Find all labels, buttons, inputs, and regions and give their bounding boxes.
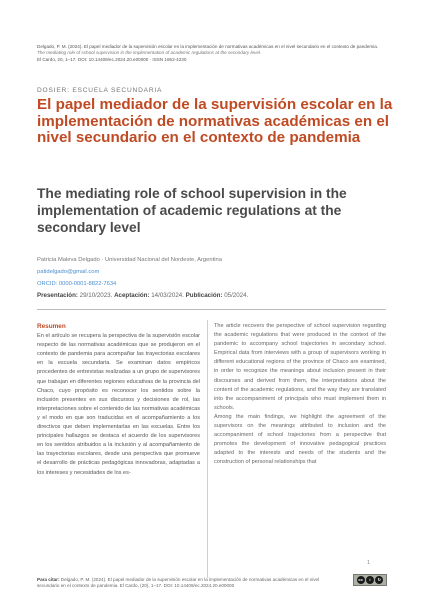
title-english: The mediating role of school supervision in the implementation of academic regulations at the secondary level <box>37 186 347 235</box>
aceptacion-date: 14/03/2024. <box>151 292 184 299</box>
cite-label: Para citar: <box>37 577 60 582</box>
aceptacion-label: Aceptación: <box>114 292 150 299</box>
cc-by-sa-icon[interactable] <box>353 574 387 586</box>
resumen-column <box>37 322 200 478</box>
publication-dates <box>37 292 248 299</box>
header-citation-es: Delgado, P. M. (2024). El papel mediador de la supervisión escolar en la implementación de normativas académicas en el nivel secundario en el contexto de pandemia. <box>37 44 379 49</box>
author-orcid-link[interactable]: ORCID: 0000-0001-8822-7634 <box>37 281 117 287</box>
abstract-column <box>214 322 386 468</box>
header-journal-info: El Cardo, 20, 1–17. DOI: 10.14409/ec.2024.20.e00000 · ISSN 1852-4230 <box>37 56 187 62</box>
running-header <box>37 44 389 63</box>
abstract-paragraph-1: The article recovers the perspective of school supervision regarding the academic regulations that were produced in the context of the pandemic to accompany school trajectories in secondary school. Empirical data from interviews with a group of supervisors working in different educational regions of the province of Chaco are examined, in order to recognize the meanings about inclusion present in their discourses and derived from them, the interpretations about the content of the academic regulations, and the way they are translated into the accompaniment of principals who must implement them in schools. <box>214 323 386 411</box>
section-label: DOSIER: ESCUELA SECUNDARIA <box>37 87 163 94</box>
author-block <box>37 254 367 290</box>
author-name-affiliation: Patricia Maleva Delgado · Universidad Nacional del Nordeste, Argentina <box>37 257 222 263</box>
resumen-heading: Resumen <box>37 323 66 330</box>
publicacion-label: Publicación: <box>185 292 223 299</box>
abstract-paragraph-2: Among the main findings, we highlight the agreement of the supervisors on the meanings attributed to inclusion and the accompaniment of school trajectories from a perspective that promotes the development of innovative pedagogical practices adapted to the interests and needs of the students and the construction of personal relationships that <box>214 413 386 466</box>
cc-icon: cc <box>358 577 363 582</box>
publicacion-date: 05/2024. <box>224 292 249 299</box>
column-divider <box>207 320 208 578</box>
resumen-text: En el artículo se recupera la perspectiva de la supervisión escolar respecto de las normativas académicas que se produjeron en el contexto de pandemia para acompañar las trayectorias escolares en la escuela secundaria. Se examinan datos empíricos procedentes de entrevistas realizadas a un grupo de supervisores que trabajan en diferentes regiones educativas de la provincia del Chaco, cuyo propósito es reconocer los sentidos sobre la inclusión presentes en sus discursos y decisiones de rol, las interpretaciones sobre el contenido de las normativas académicas y el modo en que son traducidas en el acompañamiento a los directivos que deben implementarlas en las escuelas. Entre los principales hallazgos se destaca el acuerdo de los supervisores en los sentidos atribuidos a la inclusión y al acompañamiento de las trayectorias escolares, desde una perspectiva que promueve el desarrollo de prácticas pedagógicas innovadoras, adaptadas a los intereses y necesidades de los es- <box>37 333 200 476</box>
title-spanish: El papel mediador de la supervisión escolar en la implementación de normativas académicas en el nivel secundario en el contexto de pandemia <box>37 96 393 147</box>
sa-icon: ↻ <box>375 576 383 584</box>
author-email-link[interactable]: patidelgado@gmail.com <box>37 269 100 275</box>
cite-text: Delgado, P. M. (2024). El papel mediador de la supervisión escolar en la implementación de normativas académicas en el nivel secundario en el contexto de pandemia. El Cardo, (20), 1–17. DOI: 10.14409/ec.2024.20.e00000 <box>37 577 320 589</box>
by-icon: i <box>366 576 374 584</box>
presentacion-date: 29/10/2023. <box>79 292 113 299</box>
citation-footer <box>37 577 337 590</box>
header-citation-en: The mediating role of school supervision in the implementation of academic regulations at the secondary level. <box>37 50 262 56</box>
page-number: 1 <box>367 560 371 566</box>
presentacion-label: Presentación: <box>37 292 78 299</box>
divider <box>37 309 386 310</box>
